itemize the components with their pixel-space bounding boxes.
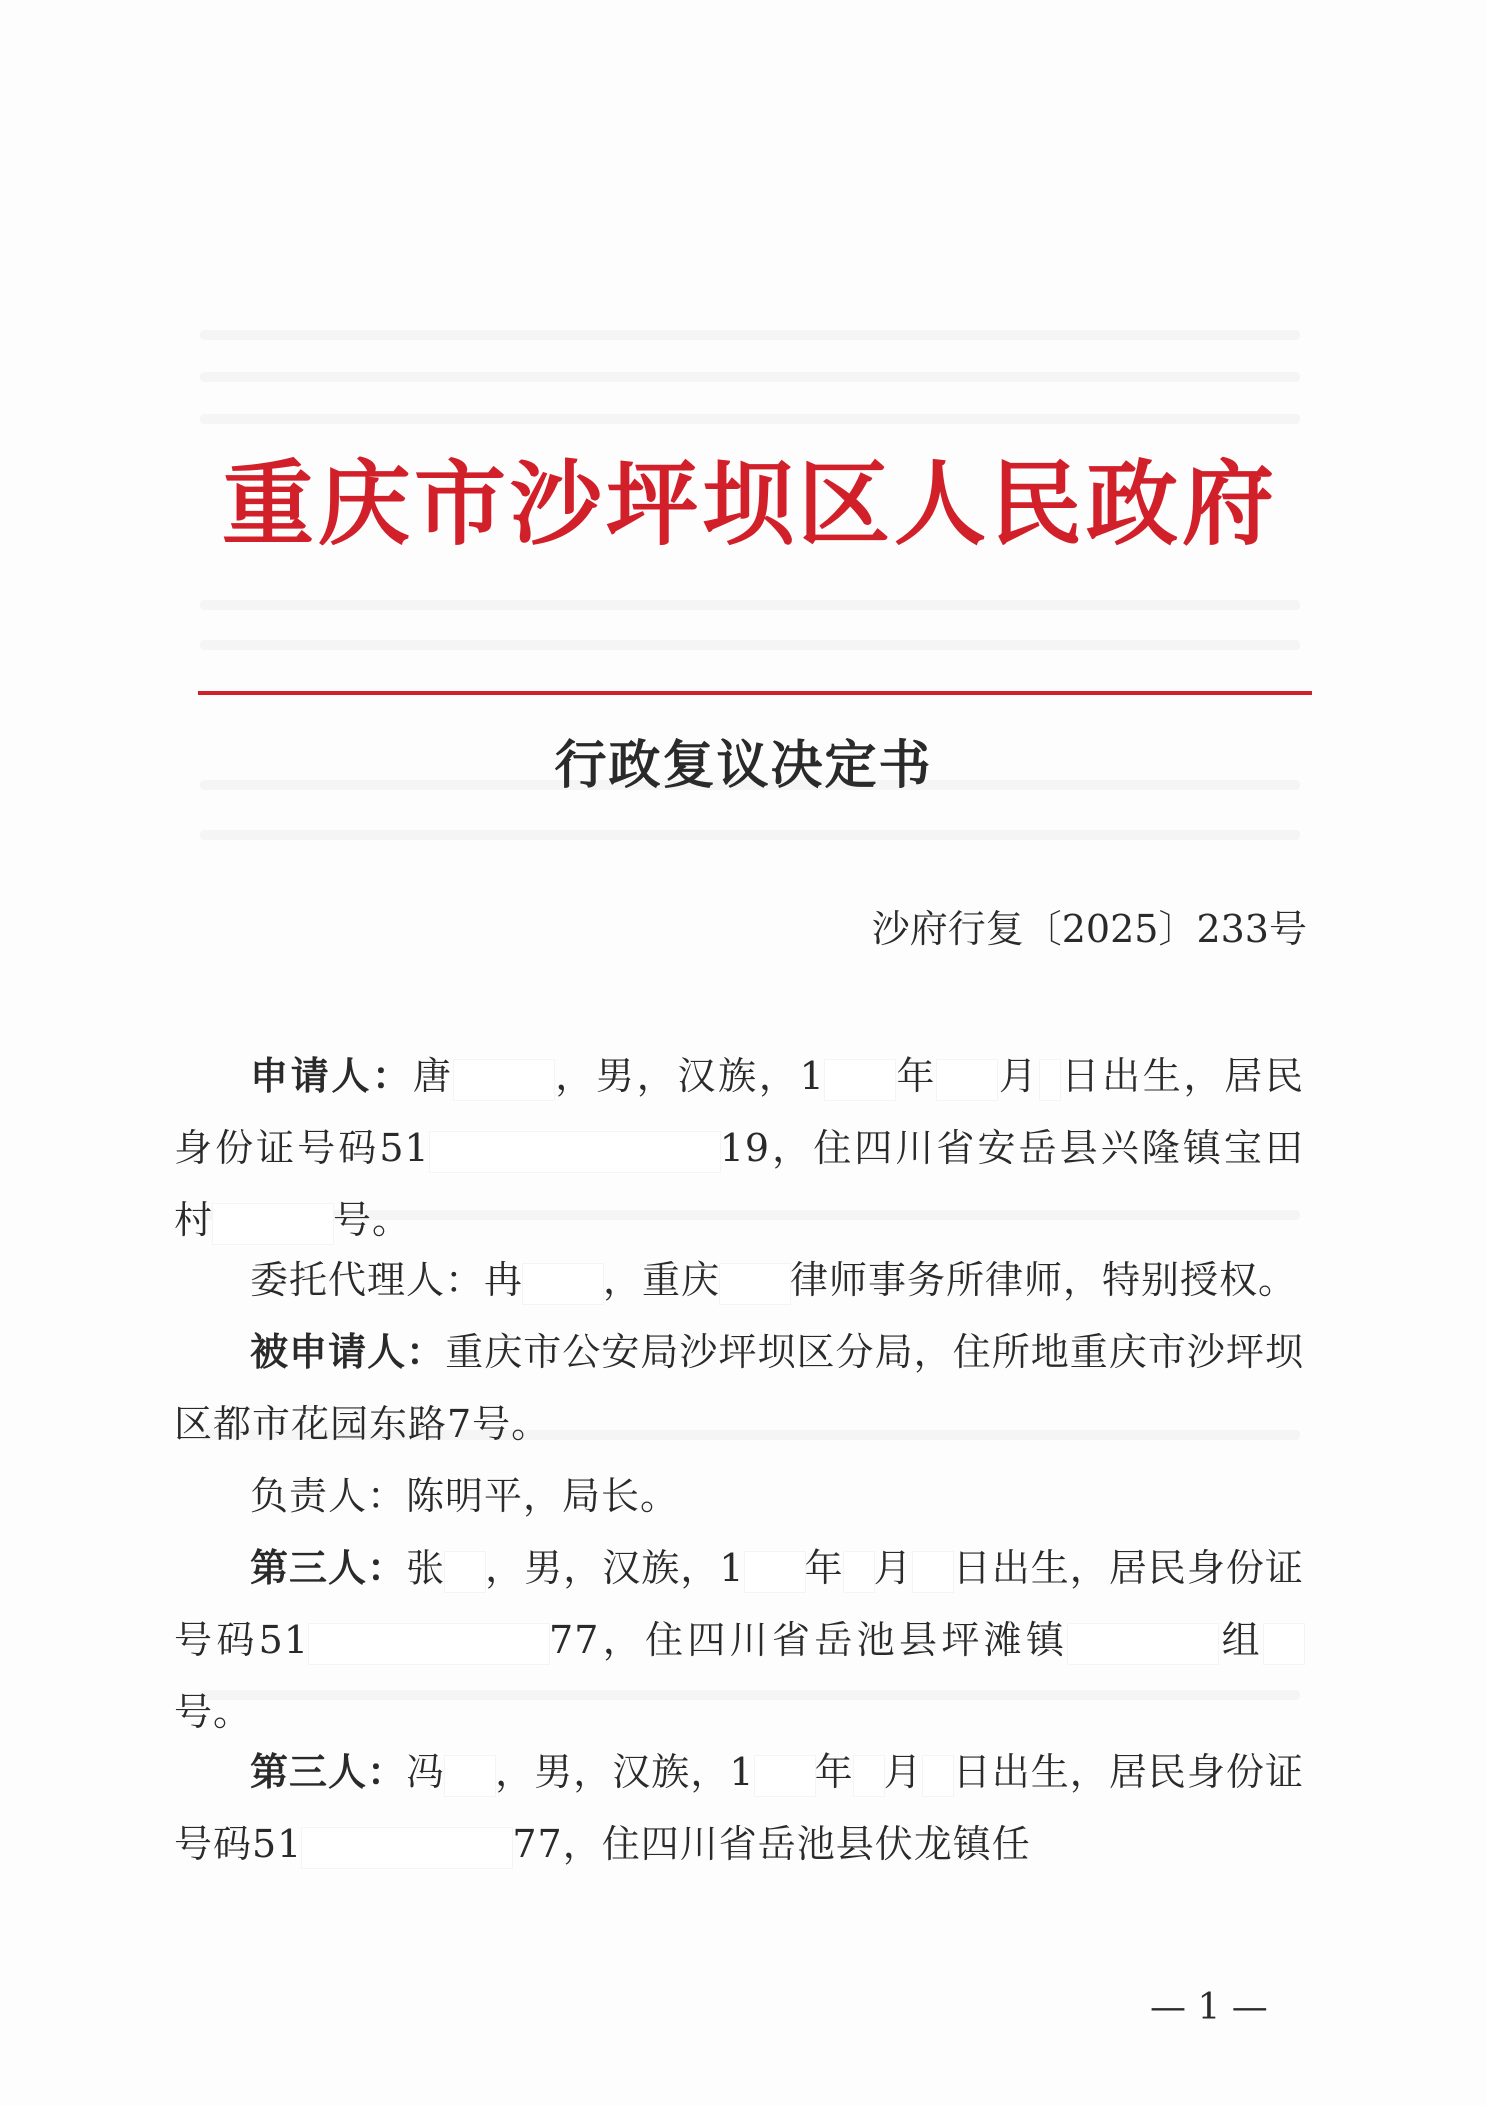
redaction-box xyxy=(445,1756,495,1796)
agent-firm-text: 律师事务所律师，特别授权。 xyxy=(790,1258,1298,1302)
document-number: 沙府行复〔2025〕233号 xyxy=(871,907,1307,951)
applicant-address-end: 号。 xyxy=(333,1198,412,1242)
redaction-box xyxy=(913,1552,953,1592)
applicant-id-label: 身份证号码51 xyxy=(174,1126,430,1170)
redaction-box xyxy=(720,1264,790,1304)
applicant-gender-ethnicity: ，男，汉族，1 xyxy=(553,1054,825,1098)
redaction-box xyxy=(302,1828,512,1868)
respondent-label: 被申请人： xyxy=(250,1329,446,1374)
redaction-box xyxy=(923,1756,953,1796)
third-party-2-address: 77，住四川省岳池县伏龙镇任 xyxy=(512,1822,1031,1866)
redaction-box xyxy=(454,1060,554,1100)
applicant-birth-text: 日出生，居民 xyxy=(1059,1054,1304,1098)
applicant-label: 申请人： xyxy=(250,1053,413,1098)
bleed-through-line xyxy=(200,640,1300,650)
bleed-through-line xyxy=(200,600,1300,610)
redaction-box xyxy=(213,1204,333,1244)
respondent-text: 重庆市公安局沙坪坝区分局，住所地重庆市沙坪坝区都市花园东路7号。 xyxy=(174,1330,1304,1446)
redaction-box xyxy=(1068,1624,1218,1664)
third-party-1-birth-text: 日出生，居民身 xyxy=(952,1546,1226,1590)
agent-paragraph xyxy=(174,1244,1304,1316)
redaction-box xyxy=(755,1756,815,1796)
third-party-2-surname: 冯 xyxy=(406,1750,446,1794)
redaction-box xyxy=(445,1552,485,1592)
applicant-surname: 唐 xyxy=(412,1054,454,1098)
agent-name: 委托代理人：冉 xyxy=(250,1258,524,1302)
third-party-2-gender-ethnicity: ，男，汉族，1 xyxy=(495,1750,755,1794)
bleed-through-line xyxy=(200,830,1300,840)
applicant-paragraph xyxy=(174,1040,1304,1256)
redaction-box xyxy=(745,1552,805,1592)
header-red-rule xyxy=(198,691,1312,695)
third-party-2-label: 第三人： xyxy=(250,1749,407,1794)
third-party-1-address: 77，住四川省岳池县坪滩镇 xyxy=(549,1618,1069,1662)
third-party-2-month-label: 月 xyxy=(883,1750,923,1794)
third-party-1-surname: 张 xyxy=(406,1546,446,1590)
responsible-paragraph xyxy=(174,1460,1304,1532)
third-party-1-year-label: 年 xyxy=(804,1546,844,1590)
redaction-box xyxy=(825,1060,895,1100)
third-party-2-paragraph xyxy=(174,1736,1304,1880)
redaction-box xyxy=(854,1756,884,1796)
third-party-1-label: 第三人： xyxy=(250,1545,407,1590)
redaction-box xyxy=(1264,1624,1304,1664)
third-party-1-month-label: 月 xyxy=(873,1546,913,1590)
redaction-box xyxy=(844,1552,874,1592)
redaction-box xyxy=(430,1132,720,1172)
page-number: — 1 — xyxy=(1150,1987,1268,2028)
issuing-authority-header: 重庆市沙坪坝区人民政府 xyxy=(221,450,1278,558)
third-party-1-paragraph xyxy=(174,1532,1304,1748)
third-party-1-group: 组 xyxy=(1218,1618,1264,1662)
applicant-address: 19，住四川省安岳县兴隆镇宝田 xyxy=(719,1126,1304,1170)
third-party-2-year-label: 年 xyxy=(814,1750,854,1794)
third-party-2-id-label: 民身份证号码51 xyxy=(174,1750,1304,1866)
applicant-year-label: 年 xyxy=(894,1054,938,1098)
responsible-text: 负责人：陈明平，局长。 xyxy=(250,1474,680,1518)
redaction-box xyxy=(309,1624,549,1664)
bleed-through-line xyxy=(200,414,1300,424)
respondent-paragraph xyxy=(174,1316,1304,1460)
bleed-through-line xyxy=(200,330,1300,340)
bleed-through-line xyxy=(200,372,1300,382)
redaction-box xyxy=(1040,1060,1060,1100)
redaction-box xyxy=(937,1060,997,1100)
third-party-1-id-label: 份证号码51 xyxy=(174,1546,1304,1662)
agent-firm-city: ，重庆 xyxy=(603,1258,721,1302)
document-title: 行政复议决定书 xyxy=(554,735,933,796)
applicant-month-label: 月 xyxy=(997,1054,1040,1098)
applicant-village: 村 xyxy=(174,1198,214,1242)
redaction-box xyxy=(523,1264,603,1304)
third-party-1-gender-ethnicity: ，男，汉族，1 xyxy=(485,1546,745,1590)
third-party-2-birth-text: 日出生，居 xyxy=(952,1750,1148,1794)
third-party-1-address-end: 号。 xyxy=(174,1690,253,1734)
